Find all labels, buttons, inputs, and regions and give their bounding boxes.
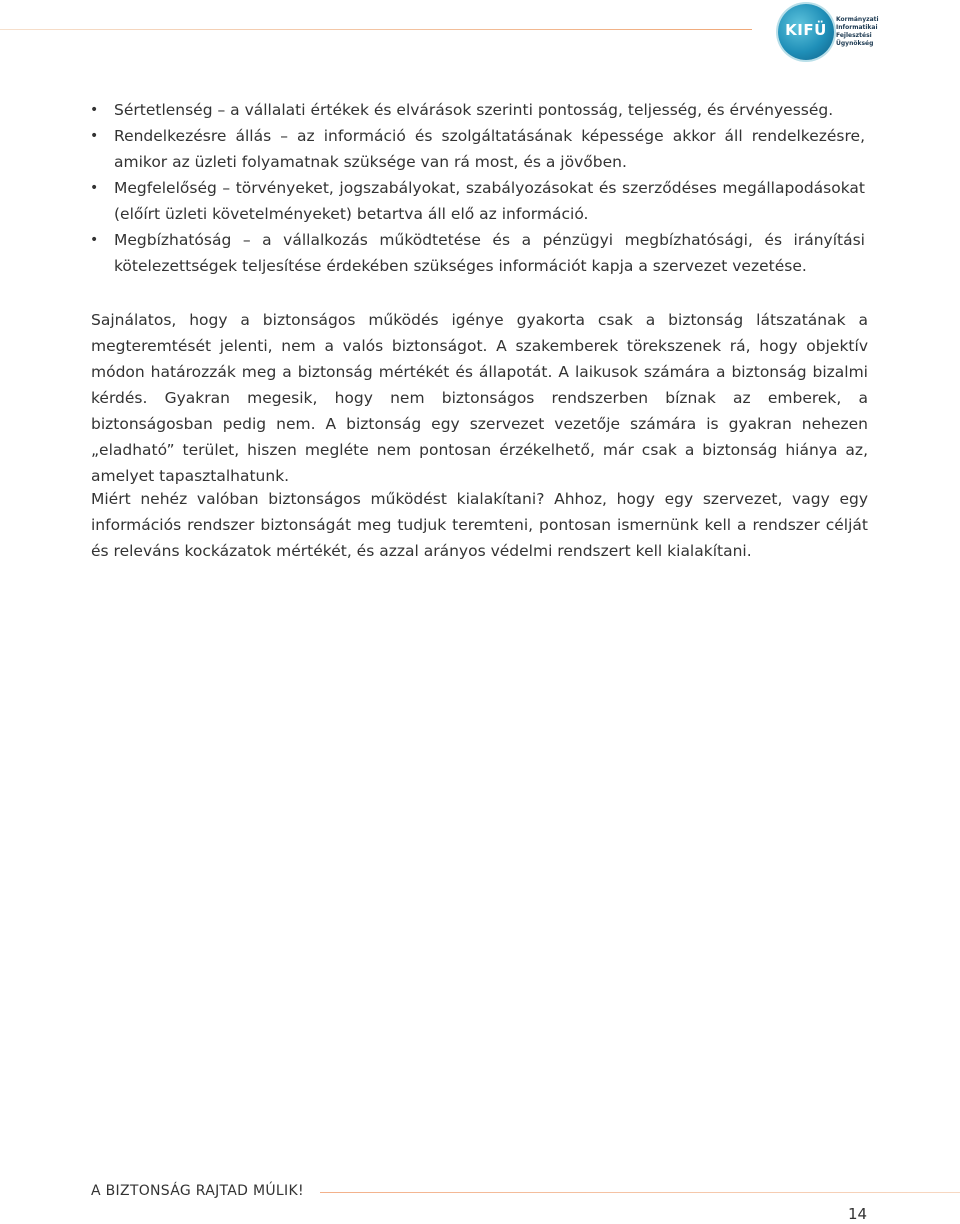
bullet-icon: • [90,180,99,196]
logo-line: Kormányzati [836,16,879,23]
list-item-text: Megbízhatóság – a vállalkozás működtetése és a pénzügyi megbízhatósági, és irányítási kötelezettségek teljesítése érdekében szükséges információt kapja a szervezet vezetése. [114,231,865,275]
list-item-text: Sértetlenség – a vállalati értékek és elvárások szerinti pontosság, teljesség, és érvényesség. [114,101,834,119]
logo-mark: KIFÜ [785,21,827,39]
list-item [90,97,865,123]
list-item-text: Rendelkezésre állás – az információ és szolgáltatásának képessége akkor áll rendelkezésre, amikor az üzleti folyamatnak szüksége van rá most, és a jövőben. [114,127,865,171]
header-rule [0,29,752,30]
list-item-text: Megfelelőség – törvényeket, jogszabályokat, szabályozásokat és szerződéses megállapodásokat (előírt üzleti követelményeket) betartva áll elő az információ. [114,179,865,223]
logo-agency-name [836,16,879,48]
body-paragraph: Sajnálatos, hogy a biztonságos működés igénye gyakorta csak a biztonság látszatának a megteremtését jelenti, nem a valós biztonságot. A szakemberek törekszenek rá, hogy objektív módon határozzák meg a biztonság mértékét és állapotát. A laikusok számára a biztonság bizalmi kérdés. Gyakran megesik, hogy nem biztonságos rendszerben bíznak az emberek, a biztonságosban pedig nem. A biztonság egy szervezet vezetője számára is gyakran nehezen „eladható” terület, hiszen megléte nem pontosan érzékelhető, már csak a biztonság hiánya az, amelyet tapasztalhatunk. [91,311,868,485]
bullet-icon: • [90,232,99,248]
logo-line: Ügynökség [836,40,874,47]
list-item [90,123,865,175]
list-item [90,227,865,279]
bullet-icon: • [90,102,99,118]
logo-line: Informatikai [836,24,878,31]
list-item [90,175,865,227]
page-number: 14 [848,1205,868,1223]
body-paragraph: Miért nehéz valóban biztonságos működést kialakítani? Ahhoz, hogy egy szervezet, vagy egy információs rendszer biztonságát meg tudjuk teremteni, pontosan ismernünk kell a rendszer célját és releváns kockázatok mértékét, és azzal arányos védelmi rendszert kell kialakítani. [91,490,868,560]
kifu-logo [778,4,928,62]
bullet-icon: • [90,128,99,144]
security-properties-list [90,97,865,279]
footer-title: A BIZTONSÁG RAJTAD MÚLIK! [91,1183,304,1199]
footer-rule [320,1192,960,1193]
logo-line: Fejlesztési [836,32,872,39]
